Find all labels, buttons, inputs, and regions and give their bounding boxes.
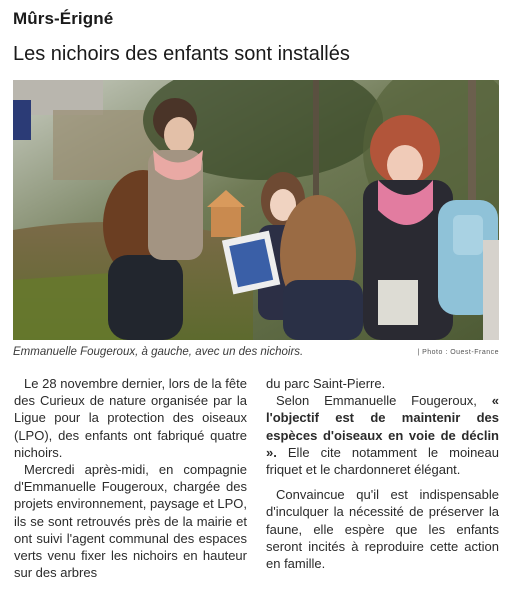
paragraph-1: Le 28 novembre dernier, lors de la fête des Curieux de nature organisée par la Ligue pour la protection des oiseaux (LPO), des enfants ont fabriqué quatre nichoirs.	[14, 376, 247, 460]
photo-credit: | Photo : Ouest-France	[417, 349, 499, 356]
pull-quote: « l'objectif est de maintenir des espèces d'oiseaux en voie de déclin ».	[266, 393, 499, 460]
text-column-left	[14, 375, 247, 581]
location-kicker: Mûrs-Érigné	[13, 9, 114, 28]
paragraph-2-end: du parc Saint-Pierre.	[266, 376, 386, 391]
paragraph-3	[266, 392, 499, 478]
paragraph-3-rest: Elle cite notamment le moineau friquet et le chardonneret élégant.	[266, 444, 499, 478]
photo-caption: Emmanuelle Fougeroux, à gauche, avec un des nichoirs.	[13, 346, 304, 358]
headline: Les nichoirs des enfants sont installés	[13, 43, 350, 65]
text-column-right	[266, 375, 499, 572]
paragraph-2: Mercredi après-midi, en compagnie d'Emmanuelle Fougeroux, chargée des projets environnement, paysage et LPO, ils se sont retrouvés près de la mairie et ont suivi l'agent communal des espaces verts venu fixer les nichoirs en hauteur sur des arbres	[14, 462, 247, 581]
paragraph-4: Convaincue qu'il est indispensable d'inculquer la nécessité de préserver la faune, elle espère que les enfants seront incités à reproduire cette action en famille.	[266, 487, 499, 572]
paragraph-3-intro: Selon Emmanuelle Fougeroux,	[276, 393, 477, 409]
article-photo	[13, 80, 499, 340]
